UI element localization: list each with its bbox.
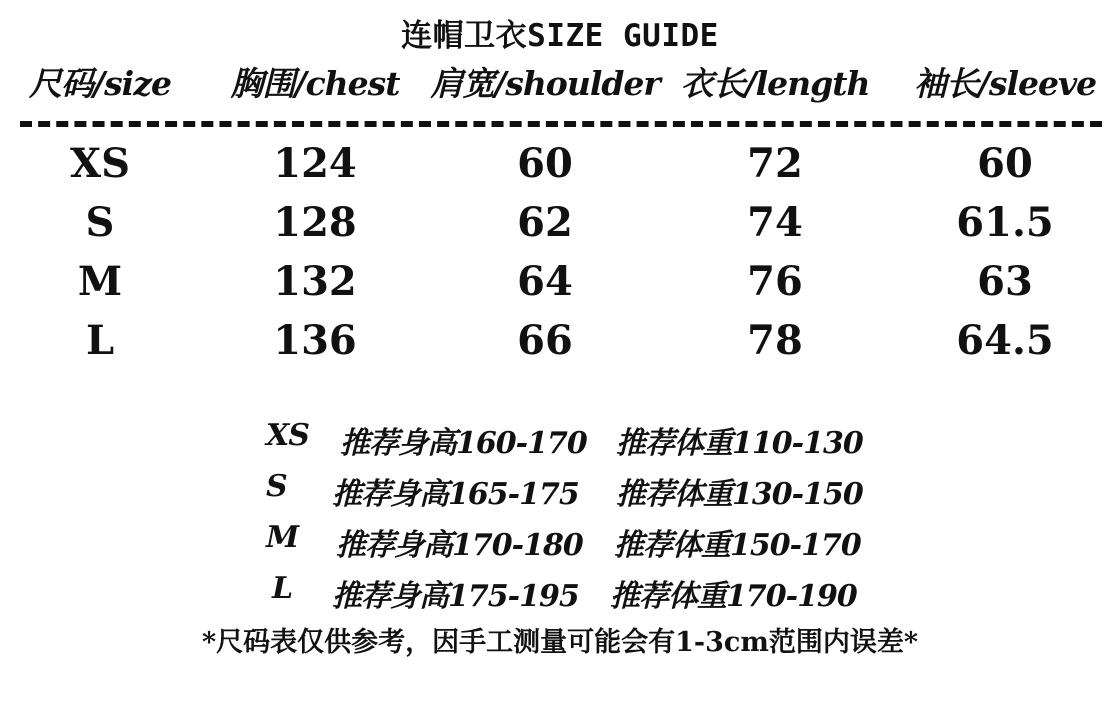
cell-shoulder: 66 <box>517 317 573 364</box>
header-size: 尺码/size <box>29 64 171 103</box>
recommendation-row <box>0 520 1120 566</box>
recommendation-row <box>0 469 1120 515</box>
disclaimer-note: *尺码表仅供参考，因手工测量可能会有1-3cm范围内误差* <box>201 627 919 658</box>
cell-length: 74 <box>747 199 803 246</box>
cell-sleeve: 60 <box>977 140 1033 187</box>
header-shoulder: 肩宽/shoulder <box>430 64 660 103</box>
cell-size: L <box>85 317 115 364</box>
size-guide-title: 连帽卫衣SIZE GUIDE <box>401 18 719 54</box>
rec-weight: 推荐体重130-150 <box>616 477 863 512</box>
cell-length: 72 <box>747 140 803 187</box>
cell-chest: 136 <box>273 317 357 364</box>
cell-sleeve: 64.5 <box>956 317 1054 364</box>
cell-size: M <box>77 258 123 305</box>
cell-sleeve: 63 <box>977 258 1033 305</box>
header-chest: 胸围/chest <box>230 64 400 103</box>
cell-size: XS <box>70 140 130 187</box>
cell-sleeve: 61.5 <box>956 199 1054 246</box>
table-row <box>0 199 1120 257</box>
rec-height: 推荐身高170-180 <box>336 528 583 563</box>
cell-shoulder: 64 <box>517 258 573 305</box>
rec-weight: 推荐体重150-170 <box>614 528 861 563</box>
table-header <box>0 54 1120 106</box>
table-row <box>0 140 1120 198</box>
rec-size: S <box>266 469 287 504</box>
rec-height: 推荐身高175-195 <box>332 579 579 614</box>
cell-shoulder: 60 <box>517 140 573 187</box>
dashed-divider <box>20 121 1102 127</box>
rec-height: 推荐身高160-170 <box>340 426 587 461</box>
cell-chest: 128 <box>273 199 357 246</box>
header-sleeve: 袖长/sleeve <box>913 64 1097 103</box>
rec-size: XS <box>266 418 309 453</box>
cell-size: S <box>85 199 115 246</box>
cell-length: 76 <box>747 258 803 305</box>
recommendation-row <box>0 418 1120 464</box>
table-row <box>0 258 1120 316</box>
rec-size: L <box>272 571 293 606</box>
rec-weight: 推荐体重170-190 <box>610 579 857 614</box>
cell-chest: 132 <box>273 258 357 305</box>
cell-shoulder: 62 <box>517 199 573 246</box>
rec-weight: 推荐体重110-130 <box>616 426 863 461</box>
recommendation-row <box>0 571 1120 617</box>
header-length: 衣长/length <box>680 64 870 103</box>
cell-length: 78 <box>747 317 803 364</box>
cell-chest: 124 <box>273 140 357 187</box>
rec-height: 推荐身高165-175 <box>332 477 579 512</box>
rec-size: M <box>266 520 299 555</box>
table-row <box>0 317 1120 375</box>
